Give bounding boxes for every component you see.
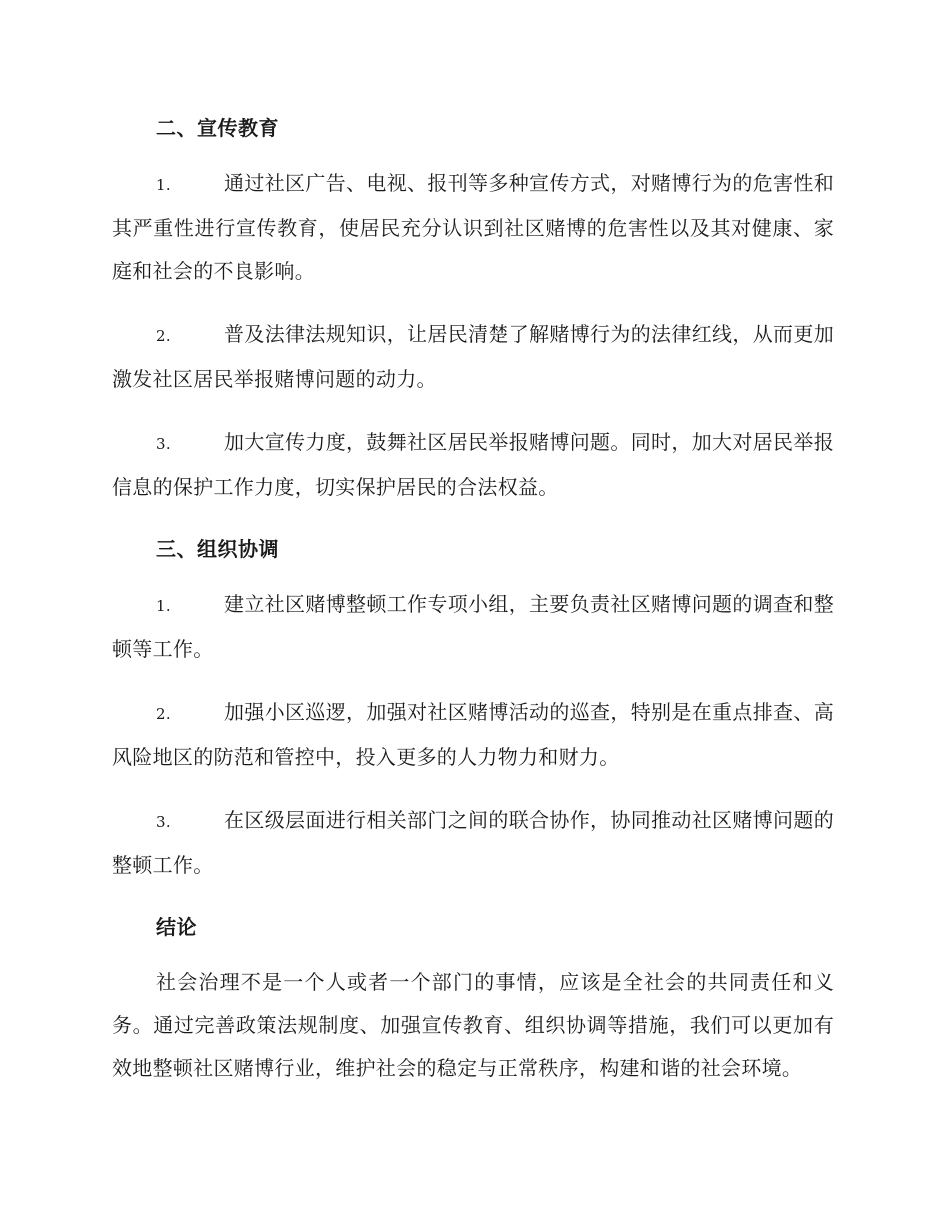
section-heading-coordination: 三、组织协调 bbox=[156, 537, 279, 561]
item-number: 2. bbox=[156, 327, 171, 345]
section-heading-publicity: 二、宣传教育 bbox=[156, 116, 279, 140]
item-text: 加大宣传力度，鼓舞社区居民举报赌博问题。同时，加大对居民举报信息的保护工作力度，切实保护居民的合法权益。 bbox=[112, 430, 834, 499]
item-number: 3. bbox=[156, 435, 171, 453]
item-number: 1. bbox=[156, 176, 171, 194]
item-number: 1. bbox=[156, 597, 171, 615]
list-item bbox=[112, 421, 834, 509]
document-page bbox=[112, 108, 834, 1104]
item-number: 3. bbox=[156, 813, 171, 831]
list-item bbox=[112, 313, 834, 401]
list-item bbox=[112, 583, 834, 671]
item-text: 加强小区巡逻，加强对社区赌博活动的巡查，特别是在重点排查、高风险地区的防范和管控中，投入更多的人力物力和财力。 bbox=[112, 700, 834, 769]
item-text: 通过社区广告、电视、报刊等多种宣传方式，对赌博行为的危害性和其严重性进行宣传教育，使居民充分认识到社区赌博的危害性以及其对健康、家庭和社会的不良影响。 bbox=[112, 171, 834, 283]
conclusion-heading: 结论 bbox=[156, 915, 197, 939]
item-text: 普及法律法规知识，让居民清楚了解赌博行为的法律红线，从而更加激发社区居民举报赌博问题的动力。 bbox=[112, 322, 834, 391]
item-text: 在区级层面进行相关部门之间的联合协作，协同推动社区赌博问题的整顿工作。 bbox=[112, 808, 834, 877]
list-item bbox=[112, 691, 834, 779]
list-item bbox=[112, 799, 834, 887]
item-text: 建立社区赌博整顿工作专项小组，主要负责社区赌博问题的调查和整顿等工作。 bbox=[112, 592, 834, 661]
list-item bbox=[112, 162, 834, 293]
conclusion-paragraph: 社会治理不是一个人或者一个部门的事情，应该是全社会的共同责任和义务。通过完善政策法规制度、加强宣传教育、组织协调等措施，我们可以更加有效地整顿社区赌博行业，维护社会的稳定与正常秩序，构建和谐的社会环境。 bbox=[112, 970, 834, 1080]
item-number: 2. bbox=[156, 705, 171, 723]
